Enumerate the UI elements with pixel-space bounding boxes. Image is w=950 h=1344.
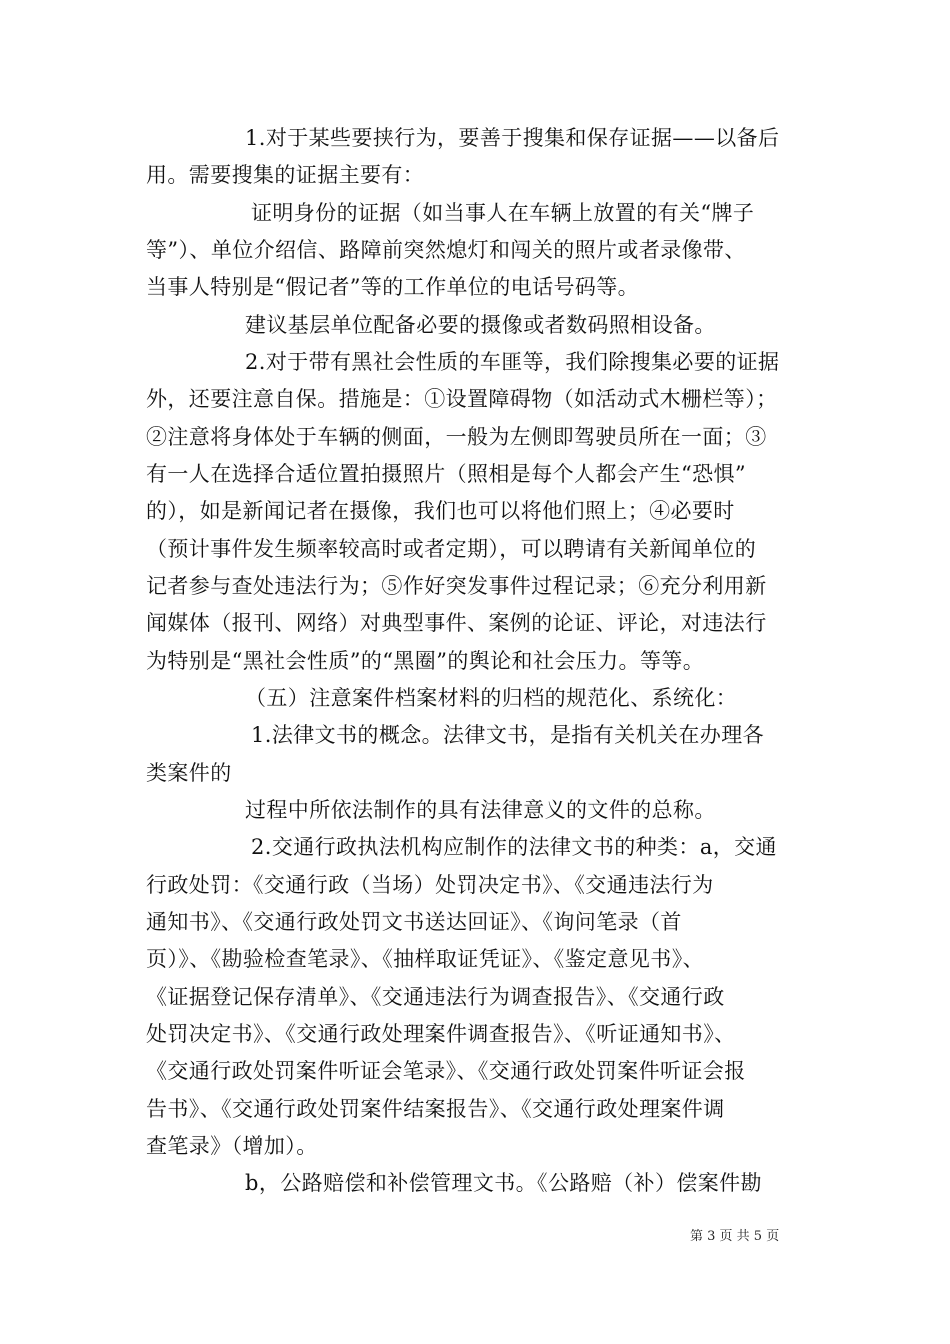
text-line: 记者参与查处违法行为；⑤作好突发事件过程记录；⑥充分利用新 bbox=[146, 574, 767, 598]
text-line: 《证据登记保存清单》、《交通违法行为调查报告》、《交通行政 bbox=[146, 985, 725, 1009]
text-line: 当事人特别是“假记者”等的工作单位的电话号码等。 bbox=[146, 275, 640, 299]
section-heading: （五）注意案件档案材料的归档的规范化、系统化： bbox=[245, 686, 738, 710]
text-line: 外，还要注意自保。措施是：①设置障碍物（如活动式木栅栏等）； bbox=[146, 387, 778, 411]
text-line: 建议基层单位配备必要的摄像或者数码照相设备。 bbox=[245, 313, 716, 337]
text-line: 为特别是“黑社会性质”的“黑圈”的舆论和社会压力。等等。 bbox=[146, 649, 705, 673]
text-line: ②注意将身体处于车辆的侧面，一般为左侧即驾驶员所在一面；③ bbox=[146, 425, 767, 449]
text-line: 证明身份的证据（如当事人在车辆上放置的有关“牌子 bbox=[251, 201, 755, 225]
text-line: 2.交通行政执法机构应制作的法律文书的种类：a，交通 bbox=[251, 835, 777, 859]
page-number: 第 3 页 共 5 页 bbox=[690, 1229, 780, 1244]
text-line: 有一人在选择合适位置拍摄照片（照相是每个人都会产生“恐惧” bbox=[146, 462, 747, 486]
text-line: 类案件的 bbox=[146, 761, 232, 785]
text-line: 处罚决定书》、《交通行政处理案件调查报告》、《听证通知书》、 bbox=[146, 1022, 736, 1046]
text-line: 闻媒体（报刊、网络）对典型事件、案例的论证、评论，对违法行 bbox=[146, 611, 767, 635]
text-line: 2.对于带有黑社会性质的车匪等，我们除搜集必要的证据 bbox=[245, 350, 780, 374]
text-line: 通知书》、《交通行政处罚文书送达回证》、《询问笔录（首 bbox=[146, 910, 682, 934]
text-line: 用。需要搜集的证据主要有： bbox=[146, 163, 425, 187]
text-line: 行政处罚：《交通行政（当场）处罚决定书》、《交通违法行为 bbox=[146, 873, 714, 897]
text-line: （预计事件发生频率较高时或者定期），可以聘请有关新闻单位的 bbox=[146, 537, 757, 561]
text-line: 告书》、《交通行政处罚案件结案报告》、《交通行政处理案件调 bbox=[146, 1097, 725, 1121]
text-line: 1.法律文书的概念。法律文书，是指有关机关在办理各 bbox=[251, 723, 765, 747]
text-line: 查笔录》（增加）。 bbox=[146, 1134, 318, 1158]
text-line: 页）》、《勘验检查笔录》、《抽样取证凭证》、《鉴定意见书》、 bbox=[146, 947, 704, 971]
text-line: 过程中所依法制作的具有法律意义的文件的总称。 bbox=[245, 798, 716, 822]
text-line: 《交通行政处罚案件听证会笔录》、《交通行政处罚案件听证会报 bbox=[146, 1059, 746, 1083]
text-line: 1.对于某些要挟行为，要善于搜集和保存证据——以备后 bbox=[245, 126, 780, 150]
text-line: 等”）、单位介绍信、路障前突然熄灯和闯关的照片或者录像带、 bbox=[146, 238, 746, 262]
text-line: 的），如是新闻记者在摄像，我们也可以将他们照上；④必要时 bbox=[146, 499, 735, 523]
text-line: b，公路赔偿和补偿管理文书。《公路赔（补）偿案件勘 bbox=[245, 1171, 762, 1195]
